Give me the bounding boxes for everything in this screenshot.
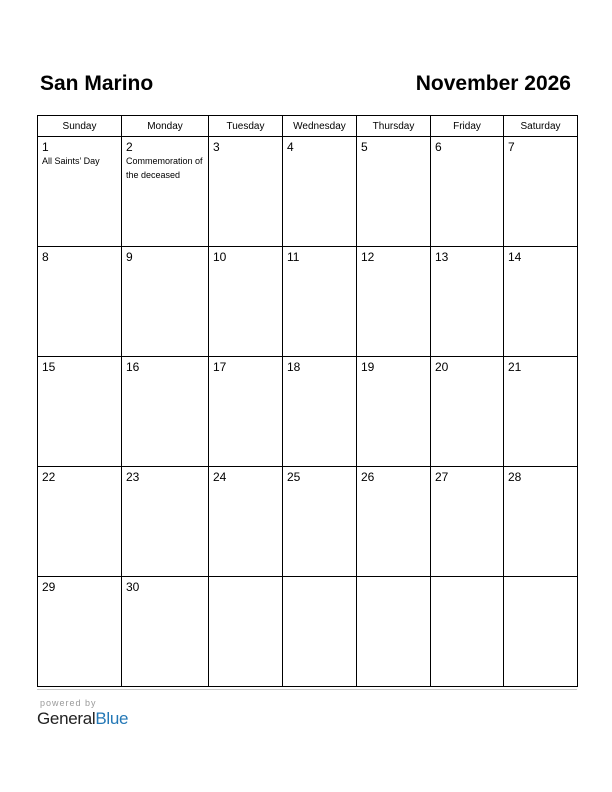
weekday-saturday: Saturday: [504, 116, 578, 137]
brand-blue-text: Blue: [95, 709, 129, 728]
day-number: 5: [361, 140, 368, 154]
week-row: [38, 467, 578, 577]
day-cell: [122, 467, 209, 577]
day-number: 19: [361, 360, 375, 374]
day-number: 18: [287, 360, 301, 374]
week-row: [38, 247, 578, 357]
day-number: 20: [435, 360, 449, 374]
day-cell: [431, 247, 504, 357]
day-number: 2: [126, 140, 133, 154]
day-cell: [38, 137, 122, 247]
calendar-grid: [37, 115, 578, 687]
day-cell: [38, 247, 122, 357]
day-cell: [122, 247, 209, 357]
day-number: 13: [435, 250, 449, 264]
day-number: [357, 577, 430, 580]
day-number: 25: [287, 470, 301, 484]
week-row: [38, 357, 578, 467]
day-number: 9: [126, 250, 133, 264]
day-cell: [431, 357, 504, 467]
day-number: 16: [126, 360, 140, 374]
day-cell-empty: [504, 577, 578, 687]
country-title: San Marino: [40, 72, 154, 95]
day-number: [283, 577, 356, 580]
day-cell: [504, 137, 578, 247]
weekday-sunday: Sunday: [38, 116, 122, 137]
day-cell: [504, 467, 578, 577]
day-number: 14: [508, 250, 522, 264]
day-cell: [38, 357, 122, 467]
day-number: 11: [287, 250, 300, 264]
holiday-label: Commemoration of the deceased: [126, 156, 203, 180]
weekday-thursday: Thursday: [357, 116, 431, 137]
week-row: [38, 137, 578, 247]
weekday-tuesday: Tuesday: [209, 116, 283, 137]
day-number: 24: [213, 470, 227, 484]
generalblue-logo[interactable]: [37, 709, 128, 729]
calendar-header: [40, 70, 571, 98]
day-cell: [431, 137, 504, 247]
day-number: 3: [213, 140, 220, 154]
day-cell: [122, 577, 209, 687]
day-cell-empty: [283, 577, 357, 687]
day-cell-empty: [431, 577, 504, 687]
day-number: 12: [361, 250, 375, 264]
day-cell: [357, 467, 431, 577]
day-number: 21: [508, 360, 522, 374]
day-number: 29: [42, 580, 56, 594]
day-number: 10: [213, 250, 227, 264]
day-cell: [357, 357, 431, 467]
day-number: 28: [508, 470, 522, 484]
weekday-monday: Monday: [122, 116, 209, 137]
day-cell: [283, 357, 357, 467]
day-number: [209, 577, 282, 580]
brand-general-text: General: [37, 709, 96, 728]
day-cell: [209, 247, 283, 357]
day-number: 17: [213, 360, 227, 374]
day-cell: [122, 357, 209, 467]
day-cell: [283, 137, 357, 247]
day-number: 30: [126, 580, 140, 594]
day-number: [431, 577, 503, 580]
day-cell: [209, 357, 283, 467]
day-cell: [38, 467, 122, 577]
day-cell: [209, 137, 283, 247]
week-row: [38, 577, 578, 687]
footer: [37, 689, 577, 728]
day-cell: [357, 247, 431, 357]
day-cell: [357, 137, 431, 247]
day-cell: [38, 577, 122, 687]
day-number: 4: [287, 140, 294, 154]
day-number: 7: [508, 140, 515, 154]
day-cell: [504, 357, 578, 467]
day-cell: [209, 467, 283, 577]
day-number: 27: [435, 470, 449, 484]
day-cell-empty: [357, 577, 431, 687]
day-cell: [122, 137, 209, 247]
weekday-wednesday: Wednesday: [283, 116, 357, 137]
weekday-header-row: [38, 116, 578, 137]
day-cell: [283, 247, 357, 357]
day-number: 26: [361, 470, 375, 484]
day-number: 15: [42, 360, 56, 374]
month-year-title: November 2026: [415, 72, 571, 95]
day-cell: [283, 467, 357, 577]
day-number: 6: [435, 140, 442, 154]
day-cell-empty: [209, 577, 283, 687]
day-number: 1: [42, 140, 49, 154]
weekday-friday: Friday: [431, 116, 504, 137]
day-cell: [431, 467, 504, 577]
powered-by-label: powered by: [40, 698, 97, 708]
day-number: 22: [42, 470, 56, 484]
holiday-label: All Saints’ Day: [42, 156, 100, 166]
day-number: [504, 577, 577, 580]
day-cell: [504, 247, 578, 357]
day-number: 8: [42, 250, 49, 264]
day-number: 23: [126, 470, 140, 484]
